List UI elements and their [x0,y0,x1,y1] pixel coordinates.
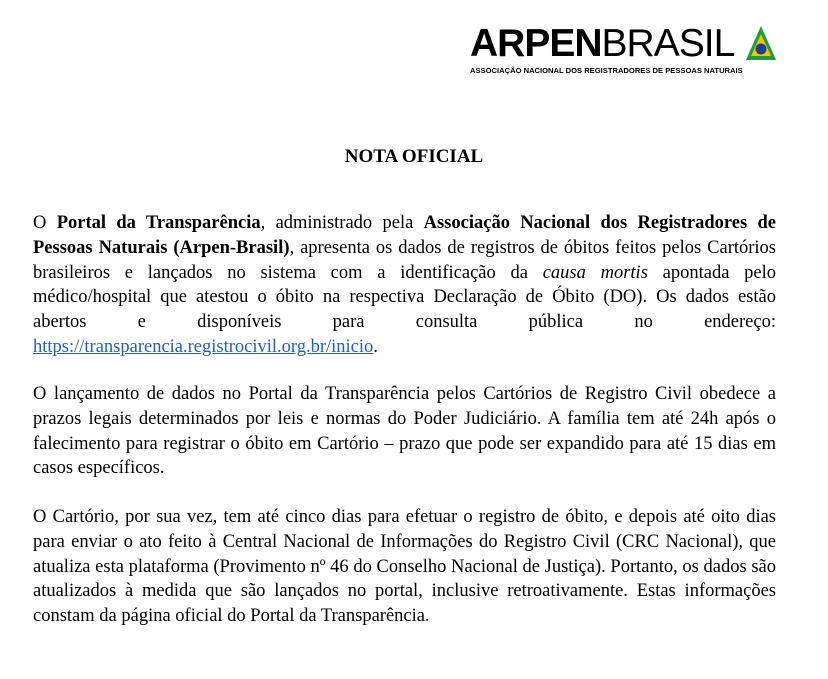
paragraph-2: O lançamento de dados no Portal da Transparência pelos Cartórios de Registro Civil obedece a prazos legais determinados por leis e normas do Poder Judiciário. A família tem até 24h após o falecimento para registrar o óbito em Cartório – prazo que pode ser expandido para até 15 dias em casos específicos. [33,384,776,479]
logo-word-regular: BRASIL [601,22,735,65]
p1-text-5: . [373,336,378,357]
association-name: Associação Nacional dos Registradores de Pessoas Naturais (Arpen-Brasil) [33,213,776,258]
p1-text-3: , apresenta os dados de registros de óbitos feitos pelos Cartórios brasileiros e lançados no sistema com a identificação da [33,237,777,283]
p1-text-4: apontada pelo médico/hospital que atestou o óbito na respectiva Declaração de Óbito (DO). Os dados estão abertos e disponíveis para consulta pública no endereço: [33,262,777,333]
causa-mortis-term: causa mortis [542,262,648,283]
brazil-flag-triangle-icon [746,26,776,60]
logo-word-bold: ARPEN [470,22,602,65]
p1-text-1: O [33,213,57,233]
logo-wordmark [470,24,734,64]
transparency-portal-link[interactable]: https://transparencia.registrocivil.org.br/inicio [33,336,374,357]
logo-subtitle: ASSOCIAÇÃO NACIONAL DOS REGISTRADORES DE PESSOAS NATURAIS [470,66,743,75]
document-title: NOTA OFICIAL [344,146,484,167]
p1-text-2: , administrado pela [260,213,424,233]
paragraph-3: O Cartório, por sua vez, tem até cinco dias para efetuar o registro de óbito, e depois até oito dias para enviar o ato feito à Central Nacional de Informações do Registro Civil (CRC Nacional), que atualiza esta plataforma (Provimento nº 46 do Conselho Nacional de Justiça). Portanto, os dados são atualizados à medida que são lançados no portal, inclusive retroativamente. Estas informações constam da página oficial do Portal da Transparência. [33,507,776,627]
portal-name: Portal da Transparência [56,213,261,233]
arpen-brasil-logo [470,24,780,74]
paragraph-1 [33,211,776,360]
